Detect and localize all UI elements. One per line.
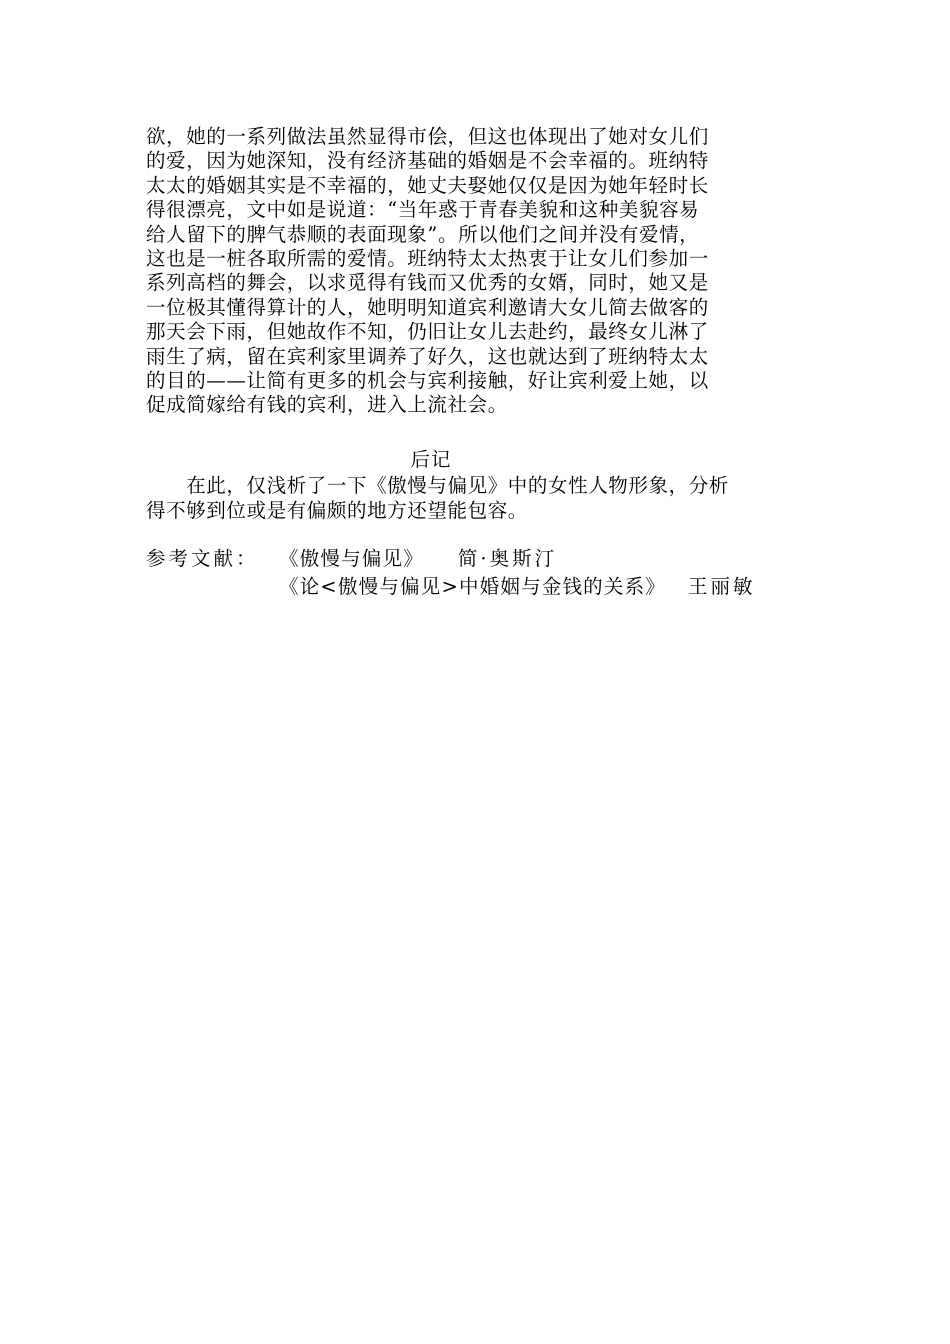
- body-line: 系列高档的舞会，以求觅得有钱而又优秀的女婿，同时，她又是: [146, 271, 709, 295]
- reference-item: [279, 545, 557, 573]
- reference-author: 简·奥斯汀: [457, 547, 558, 570]
- body-line: 的目的——让简有更多的机会与宾利接触，好让宾利爱上她，以: [146, 368, 709, 392]
- body-line: 太太的婚姻其实是不幸福的，她丈夫娶她仅仅是因为她年轻时长: [146, 173, 709, 197]
- reference-item: [279, 573, 756, 601]
- body-line: 这也是一桩各取所需的爱情。班纳特太太热衷于让女儿们参加一: [146, 246, 709, 270]
- body-paragraph: [146, 125, 808, 418]
- body-line: 促成简嫁给有钱的宾利，进入上流社会。: [146, 393, 508, 417]
- afterword-line: 在此，仅浅析了一下《傲慢与偏见》中的女性人物形象，分析: [146, 474, 729, 497]
- reference-title: 《论<傲慢与偏见>中婚姻与金钱的关系》: [279, 575, 666, 598]
- reference-author: 王丽敏: [687, 575, 756, 598]
- afterword-line: 得不够到位或是有偏颇的地方还望能包容。: [146, 499, 528, 522]
- body-line: 欲，她的一系列做法虽然显得市侩，但这也体现出了她对女儿们: [146, 125, 709, 148]
- body-line: 那天会下雨，但她故作不知，仍旧让女儿去赴约，最终女儿淋了: [146, 320, 709, 344]
- body-line: 给人留下的脾气恭顺的表面现象”。所以他们之间并没有爱情，: [146, 222, 700, 246]
- afterword-title: 后记: [410, 448, 452, 471]
- references-label: 参考文献：: [146, 547, 259, 570]
- afterword-paragraph: [146, 473, 808, 523]
- body-line: 一位极其懂得算计的人，她明明知道宾利邀请大女儿简去做客的: [146, 295, 709, 319]
- body-line: 的爱，因为她深知，没有经济基础的婚姻是不会幸福的。班纳特: [146, 149, 709, 173]
- body-line: 雨生了病，留在宾利家里调养了好久，这也就达到了班纳特太太: [146, 344, 709, 368]
- body-line: 得很漂亮，文中如是说道：“当年惑于青春美貌和这种美貌容易: [146, 198, 700, 222]
- reference-title: 《傲慢与偏见》: [279, 547, 424, 570]
